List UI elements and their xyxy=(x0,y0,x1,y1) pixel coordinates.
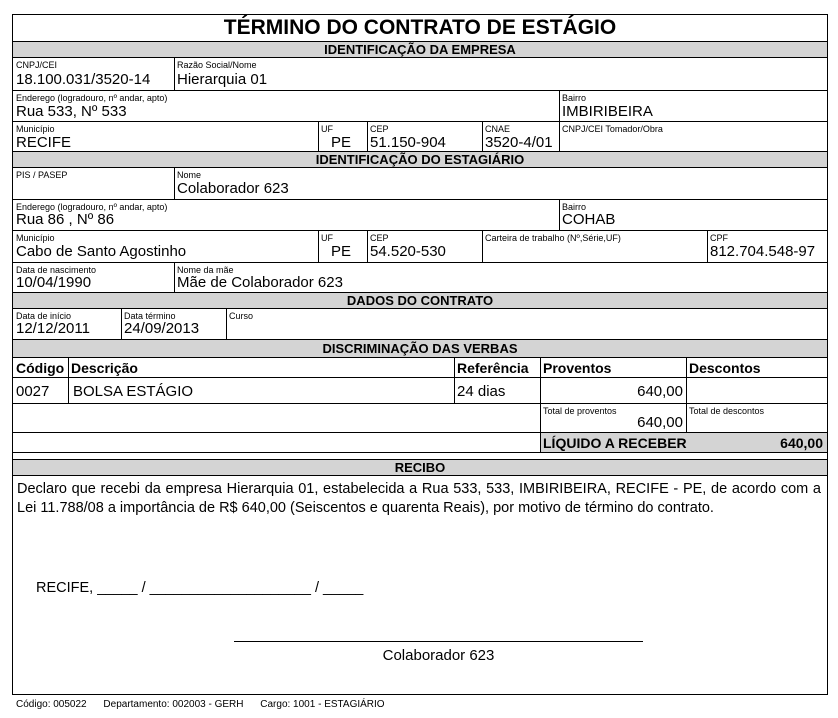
divider xyxy=(559,122,560,151)
empresa-cnae-label: CNAE xyxy=(485,124,511,134)
signature-line xyxy=(234,641,643,642)
empresa-municipio-label: Município xyxy=(16,124,55,134)
liquido-band xyxy=(541,433,827,452)
empresa-bairro-label: Bairro xyxy=(562,93,587,103)
termino-label: Data término xyxy=(124,311,176,321)
mae-value: Mãe de Colaborador 623 xyxy=(177,274,343,291)
row-referencia: 24 dias xyxy=(457,383,506,400)
divider xyxy=(13,308,827,309)
divider xyxy=(226,309,227,339)
divider xyxy=(13,377,827,378)
section-estagiario: IDENTIFICAÇÃO DO ESTAGIÁRIO xyxy=(13,152,827,167)
total-proventos-value: 640,00 xyxy=(637,414,683,431)
empresa-cep-label: CEP xyxy=(370,124,389,134)
ctps-label: Carteira de trabalho (Nº,Série,UF) xyxy=(485,233,621,243)
cpf-label: CPF xyxy=(710,233,728,243)
mae-label: Nome da mãe xyxy=(177,265,234,275)
divider xyxy=(13,121,827,122)
divider xyxy=(13,199,827,200)
divider xyxy=(559,200,560,230)
estagiario-endereco-value: Rua 86 , Nº 86 xyxy=(16,211,115,228)
divider xyxy=(13,230,827,231)
divider xyxy=(318,122,319,151)
local-data-line: RECIFE, _____ / ____________________ / _____ xyxy=(36,580,364,596)
total-descontos-label: Total de descontos xyxy=(689,406,765,416)
estagiario-municipio-value: Cabo de Santo Agostinho xyxy=(16,243,187,260)
nome-label: Nome xyxy=(177,170,202,180)
footer-codigo: Código: 005022 xyxy=(16,699,87,710)
divider xyxy=(121,309,122,339)
divider xyxy=(540,433,541,452)
divider xyxy=(367,122,368,151)
inicio-value: 12/12/2011 xyxy=(16,320,90,337)
divider xyxy=(686,358,687,432)
estagiario-cep-value: 54.520-530 xyxy=(370,243,446,260)
section-contrato: DADOS DO CONTRATO xyxy=(13,293,827,308)
divider xyxy=(13,167,827,168)
empresa-cnae-value: 3520-4/01 xyxy=(485,134,553,151)
tomador-label: CNPJ/CEI Tomador/Obra xyxy=(562,124,663,134)
empresa-cep-value: 51.150-904 xyxy=(370,134,446,151)
col-descontos-header: Descontos xyxy=(689,360,761,376)
divider xyxy=(707,231,708,262)
liquido-value: 640,00 xyxy=(780,435,823,451)
divider xyxy=(318,231,319,262)
document-title: TÉRMINO DO CONTRATO DE ESTÁGIO xyxy=(223,16,617,39)
curso-label: Curso xyxy=(229,311,254,321)
divider xyxy=(482,231,483,262)
nome-value: Colaborador 623 xyxy=(177,180,289,197)
row-descricao: BOLSA ESTÁGIO xyxy=(73,383,194,400)
divider xyxy=(13,452,827,453)
col-codigo-header: Código xyxy=(16,360,65,376)
cnpj-label: CNPJ/CEI xyxy=(16,60,58,70)
divider xyxy=(13,57,827,58)
pis-label: PIS / PASEP xyxy=(16,170,68,180)
inicio-label: Data de início xyxy=(16,311,72,321)
estagiario-cep-label: CEP xyxy=(370,233,389,243)
estagiario-bairro-value: COHAB xyxy=(562,211,616,228)
cnpj-value: 18.100.031/3520-14 xyxy=(16,71,151,88)
divider xyxy=(482,122,483,151)
section-empresa: IDENTIFICAÇÃO DA EMPRESA xyxy=(13,42,827,57)
divider xyxy=(367,231,368,262)
divider xyxy=(174,58,175,90)
estagiario-endereco-label: Enderego (logradouro, nº andar, apto) xyxy=(16,202,168,212)
nascimento-label: Data de nascimento xyxy=(16,265,97,275)
estagiario-uf-label: UF xyxy=(321,233,333,243)
termino-value: 24/09/2013 xyxy=(124,320,200,337)
footer-cargo: Cargo: 1001 - ESTAGIÁRIO xyxy=(260,699,385,710)
col-proventos-header: Proventos xyxy=(543,360,612,376)
nascimento-value: 10/04/1990 xyxy=(16,274,92,291)
estagiario-municipio-label: Município xyxy=(16,233,55,243)
footer-departamento: Departamento: 002003 - GERH xyxy=(103,699,244,710)
empresa-uf-value: PE xyxy=(331,134,352,151)
divider xyxy=(13,262,827,263)
empresa-municipio-value: RECIFE xyxy=(16,134,72,151)
signature-name: Colaborador 623 xyxy=(382,647,495,664)
liquido-label: LÍQUIDO A RECEBER xyxy=(543,435,687,451)
section-recibo: RECIBO xyxy=(13,460,827,475)
document-footer xyxy=(16,699,399,710)
receipt-text: Declaro que recebi da empresa Hierarquia 01, estabelecida a Rua 533, 533, IMBIRIBEIRA, RECIFE - PE, de acordo com a Lei 11.788/08 a importância de R$ 640,00 (Seiscentos e quarenta Reais), por motivo de término do contrato. xyxy=(17,481,821,516)
divider xyxy=(13,475,827,476)
termination-form xyxy=(12,14,828,695)
row-proventos: 640,00 xyxy=(637,383,683,400)
divider xyxy=(13,90,827,91)
divider xyxy=(174,168,175,199)
empresa-uf-label: UF xyxy=(321,124,333,134)
col-referencia-header: Referência xyxy=(457,360,529,376)
divider xyxy=(454,358,455,403)
row-codigo: 0027 xyxy=(16,383,50,400)
razao-label: Razão Social/Nome xyxy=(177,60,257,70)
col-descricao-header: Descrição xyxy=(71,360,138,376)
estagiario-bairro-label: Bairro xyxy=(562,202,587,212)
total-proventos-label: Total de proventos xyxy=(543,406,617,416)
empresa-endereco-label: Enderego (logradouro, nº andar, apto) xyxy=(16,93,168,103)
section-verbas: DISCRIMINAÇÃO DAS VERBAS xyxy=(13,340,827,357)
divider xyxy=(13,403,827,404)
estagiario-uf-value: PE xyxy=(331,243,352,260)
divider xyxy=(559,91,560,121)
empresa-bairro-value: IMBIRIBEIRA xyxy=(562,103,653,120)
empresa-endereco-value: Rua 533, Nº 533 xyxy=(16,103,127,120)
divider xyxy=(540,358,541,432)
divider xyxy=(68,358,69,403)
divider xyxy=(13,357,827,358)
divider xyxy=(174,263,175,292)
cpf-value: 812.704.548-97 xyxy=(710,243,816,260)
razao-value: Hierarquia 01 xyxy=(177,71,268,88)
